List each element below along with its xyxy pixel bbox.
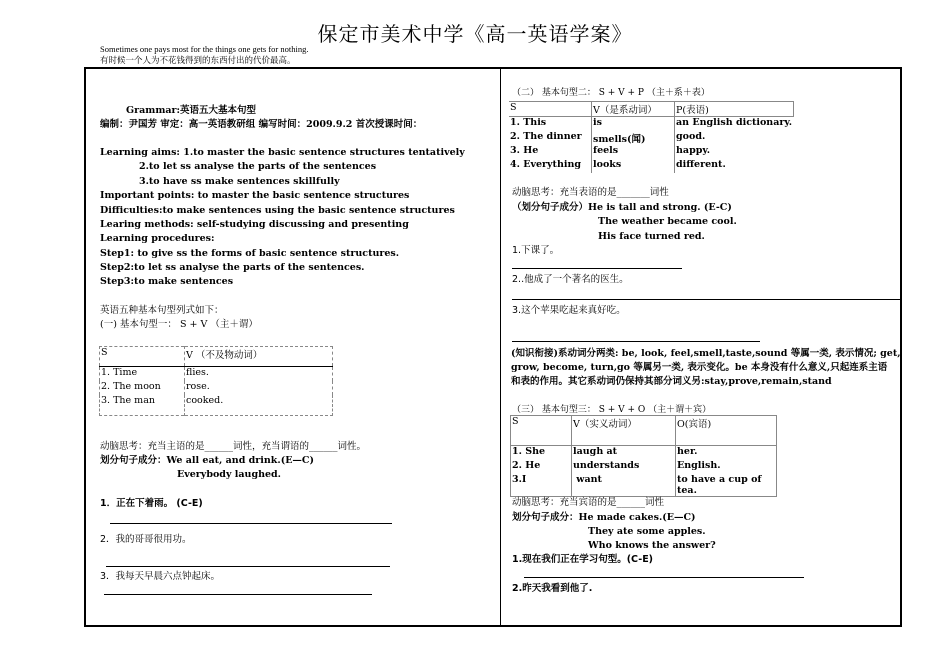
table-cell: feels xyxy=(592,145,675,159)
table-cell: 1. This xyxy=(510,117,547,128)
column-divider xyxy=(500,69,501,625)
answer-line[interactable] xyxy=(106,566,390,567)
analyze-3b: They ate some apples. xyxy=(588,526,706,537)
pattern-2-table xyxy=(509,101,794,173)
pattern-3-heading: （三） 基本句型三： S + V + O （主＋谓＋宾） xyxy=(512,405,712,415)
exercise-3-1: 1.现在我们正在学习句型。(C-E) xyxy=(512,554,654,565)
answer-line[interactable] xyxy=(104,594,372,595)
table-cell: an English dictionary. xyxy=(675,117,794,132)
pattern-3-table xyxy=(510,415,777,497)
table-header: V （不及物动词） xyxy=(185,347,333,367)
note-line-3: 和表的作用。其它系动词仍保持其部分词义另:stay,prove,remain,stand xyxy=(511,376,832,387)
step-2: Step2:to let ss analyse the parts of the sentences. xyxy=(100,262,365,273)
learning-methods: Learing methods: self-studying discussing and presenting xyxy=(100,219,409,230)
difficulties: Difficulties:to make sentences using the basic sentence structures xyxy=(100,205,455,216)
table-header: S xyxy=(509,102,592,117)
table-cell: 2. The moon xyxy=(101,381,161,392)
analyze-2c: His face turned red. xyxy=(598,231,705,242)
analyze-1: 划分句子成分：We all eat, and drink.(E—C) xyxy=(100,455,314,466)
table-header: S xyxy=(101,347,108,358)
note-line-2: grow, become, turn,go 等属另一类, 表示变化。be 本身没有什么意义,只起连系主语 xyxy=(511,362,888,373)
note-line-1: (知识衔接)系动词分两类: be, look, feel,smell,taste,sound 等属一类, 表示情况; get, xyxy=(511,348,901,359)
table-cell: different. xyxy=(675,159,794,173)
motto-english: Sometimes one pays most for the things one gets for nothing. xyxy=(100,44,309,54)
table-cell: happy. xyxy=(675,145,794,159)
table-cell: cooked. xyxy=(185,395,333,416)
motto-chinese: 有时候一个人为不花钱得到的东西付出的代价最高。 xyxy=(100,55,296,65)
table-cell: laugh at xyxy=(572,446,676,461)
exercise-3-2: 2.昨天我看到他了. xyxy=(512,583,593,594)
exercise-2: 2．我的哥哥很用功。 xyxy=(100,534,192,545)
table-cell: 1. She xyxy=(511,446,572,461)
table-header: S xyxy=(511,416,572,446)
learning-procedures: Learning procedures: xyxy=(100,233,215,244)
answer-line[interactable] xyxy=(512,341,760,342)
meta-line: 编制：尹国芳 审定：高一英语教研组 编写时间：2009.9.2 首次授课时间： xyxy=(100,119,423,130)
aim-1: Learning aims: 1.to master the basic sentence structures tentatively xyxy=(100,147,465,158)
pattern-1-table xyxy=(99,346,333,416)
table-cell: smells(闻) xyxy=(592,131,675,145)
table-cell: good. xyxy=(675,131,794,145)
intro-line: 英语五种基本句型列式如下： xyxy=(100,305,224,316)
table-cell: flies. xyxy=(185,367,333,382)
step-1: Step1: to give ss the forms of basic sentence structures. xyxy=(100,248,400,259)
table-cell: 3. He xyxy=(510,145,539,156)
aim-3: 3.to have ss make sentences skillfully xyxy=(139,176,340,187)
table-cell: English. xyxy=(676,460,777,474)
answer-line[interactable] xyxy=(512,299,902,300)
pattern-2-heading: （二） 基本句型二： S + V + P （主＋系＋表） xyxy=(512,88,710,98)
table-header: O(宾语) xyxy=(676,416,777,446)
table-cell: understands xyxy=(572,460,676,474)
think-question-3: 动脑思考：充当宾语的是______词性 xyxy=(512,497,665,508)
table-header: V（实义动词） xyxy=(572,416,676,446)
table-cell: 1. Time xyxy=(101,367,138,378)
table-cell: 3.I xyxy=(511,474,572,497)
table-cell: her. xyxy=(676,446,777,461)
analyze-3c: Who knows the answer? xyxy=(588,540,716,551)
table-cell: 4. Everything xyxy=(510,159,582,170)
table-cell: to have a cup of tea. xyxy=(676,474,777,497)
table-cell: rose. xyxy=(185,381,333,395)
analyze-1b: Everybody laughed. xyxy=(177,469,281,480)
exercise-2-2: 2..他成了一个著名的医生。 xyxy=(512,274,629,285)
table-cell: 2. He xyxy=(511,460,572,474)
exercise-3: 3．我每天早晨六点钟起床。 xyxy=(100,571,221,582)
exercise-2-1: 1.下课了。 xyxy=(512,245,560,256)
table-cell: is xyxy=(592,117,675,132)
table-cell: 3. The man xyxy=(101,395,155,406)
pattern-1-heading: (一) 基本句型一： S + V （主＋谓） xyxy=(100,319,258,330)
analyze-2a: （划分句子成分）He is tall and strong. (E-C) xyxy=(512,202,732,213)
analyze-2b: The weather became cool. xyxy=(598,216,737,227)
page-title: 保定市美术中学《高一英语学案》 xyxy=(317,22,633,46)
think-question-2: 动脑思考：充当表语的是_______词性 xyxy=(512,187,669,198)
table-header: V（是系动词） xyxy=(592,102,675,117)
grammar-heading: Grammar:英语五大基本句型 xyxy=(126,105,257,116)
think-question-1: 动脑思考：充当主语的是______词性，充当谓语的______词性。 xyxy=(100,441,367,452)
step-3: Step3:to make sentences xyxy=(100,276,234,287)
table-cell: looks xyxy=(592,159,675,173)
table-cell: want xyxy=(572,474,676,497)
table-cell: 2. The dinner xyxy=(510,131,582,142)
exercise-1: 1．正在下着雨。 (C-E) xyxy=(100,498,203,509)
exercise-2-3: 3.这个苹果吃起来真好吃。 xyxy=(512,305,626,316)
important-points: Important points: to master the basic sentence structures xyxy=(100,190,410,201)
table-header: P(表语) xyxy=(675,102,794,117)
aim-2: 2.to let ss analyse the parts of the sentences xyxy=(139,161,377,172)
answer-line[interactable] xyxy=(524,577,804,578)
answer-line[interactable] xyxy=(110,523,392,524)
analyze-3a: 划分句子成分：He made cakes.(E—C) xyxy=(512,512,696,523)
answer-line[interactable] xyxy=(512,268,682,269)
